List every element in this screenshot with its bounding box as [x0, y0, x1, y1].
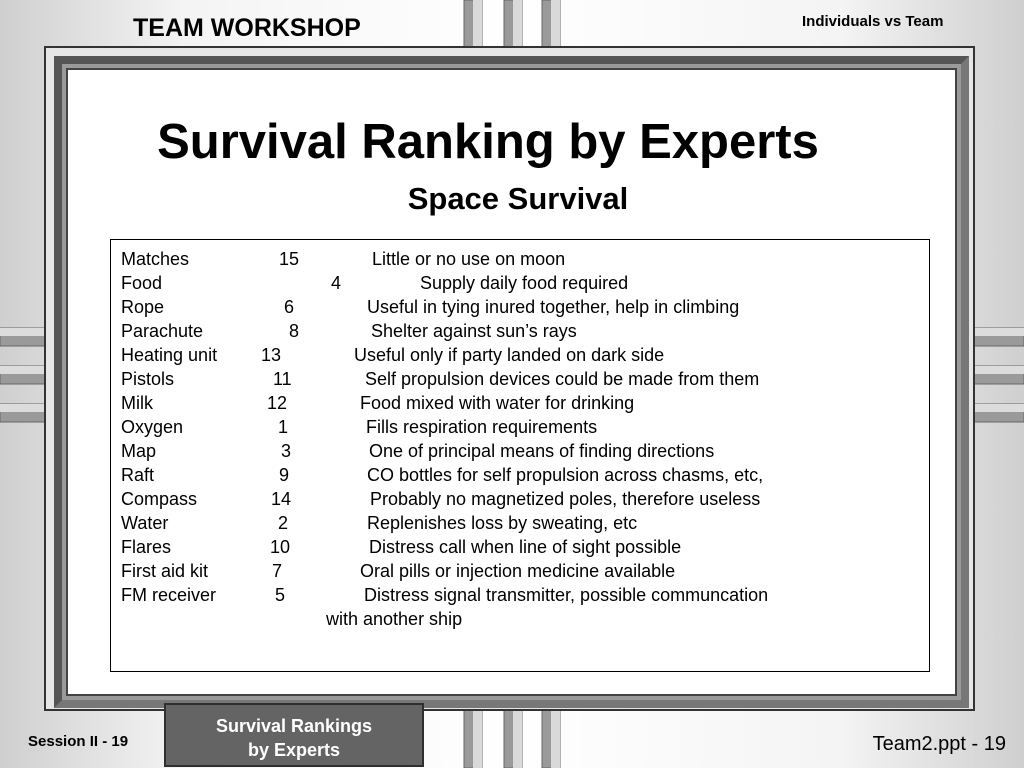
ranking-rank: 3	[281, 441, 292, 461]
ranking-reason: Food mixed with water for drinking	[360, 393, 635, 413]
ranking-rank: 15	[279, 249, 300, 269]
ranking-reason: Shelter against sun’s rays	[371, 321, 577, 341]
slide-subheading: Space Survival	[407, 181, 629, 216]
ranking-item: FM receiver	[121, 585, 217, 605]
session-label: Session II - 19	[28, 733, 129, 750]
ranking-reason: Fills respiration requirements	[366, 417, 598, 437]
ranking-item: First aid kit	[121, 561, 209, 581]
ranking-rank: 13	[261, 345, 282, 365]
ranking-item: Matches	[121, 249, 190, 269]
ranking-reason: One of principal means of finding directions	[369, 441, 715, 461]
ranking-item: Milk	[121, 393, 153, 413]
ranking-rank: 1	[278, 417, 289, 437]
ranking-item: Water	[121, 513, 169, 533]
ranking-item: Food	[121, 273, 163, 293]
ranking-item: Heating unit	[121, 345, 218, 365]
section-label-line2: by Experts	[247, 740, 341, 760]
slide-reference: Team2.ppt - 19	[872, 733, 1006, 755]
topic-label: Individuals vs Team	[802, 13, 944, 30]
ranking-item: Rope	[121, 297, 165, 317]
ranking-rank: 11	[273, 369, 292, 389]
ranking-item: Map	[121, 441, 157, 461]
ranking-rank: 9	[279, 465, 290, 485]
ranking-reason-continuation: with another ship	[326, 609, 463, 629]
ranking-item: Oxygen	[121, 417, 184, 437]
ranking-reason: Supply daily food required	[420, 273, 629, 293]
section-label-line1: Survival Rankings	[215, 716, 373, 736]
ranking-rank: 6	[284, 297, 295, 317]
ranking-reason: Replenishes loss by sweating, etc	[367, 513, 638, 533]
ranking-reason: Distress signal transmitter, possible communcation	[364, 585, 769, 605]
slide-heading: Survival Ranking by Experts	[157, 115, 819, 169]
ranking-reason: Probably no magnetized poles, therefore useless	[370, 489, 761, 509]
ranking-item: Pistols	[121, 369, 175, 389]
ranking-reason: CO bottles for self propulsion across chasms, etc,	[367, 465, 764, 485]
section-label-box	[164, 703, 424, 767]
ranking-reason: Distress call when line of sight possible	[369, 537, 682, 557]
ranking-item: Flares	[121, 537, 172, 557]
ranking-item: Raft	[121, 465, 155, 485]
ranking-rank: 5	[275, 585, 286, 605]
workshop-title: TEAM WORKSHOP	[133, 14, 361, 42]
ranking-rank: 4	[331, 273, 342, 293]
ranking-item: Parachute	[121, 321, 204, 341]
ranking-rank: 12	[267, 393, 288, 413]
ranking-rank: 10	[270, 537, 291, 557]
ranking-rank: 2	[278, 513, 289, 533]
ranking-item: Compass	[121, 489, 198, 509]
ranking-reason: Self propulsion devices could be made from them	[365, 369, 760, 389]
ranking-reason: Oral pills or injection medicine available	[360, 561, 676, 581]
ranking-reason: Little or no use on moon	[372, 249, 566, 269]
ranking-rank: 7	[272, 561, 283, 581]
ranking-rank: 14	[271, 489, 292, 509]
ranking-reason: Useful only if party landed on dark side	[354, 345, 665, 365]
ranking-rank: 8	[289, 321, 300, 341]
ranking-reason: Useful in tying inured together, help in climbing	[367, 297, 740, 317]
